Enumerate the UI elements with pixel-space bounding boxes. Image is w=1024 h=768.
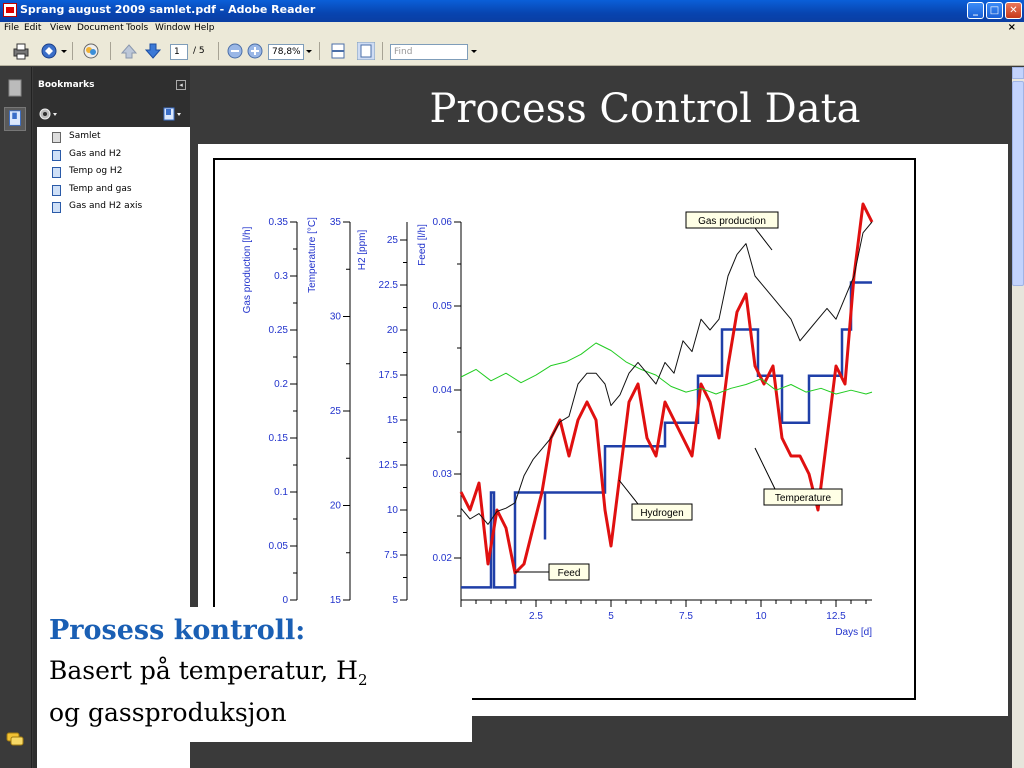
new-bookmark-icon[interactable] xyxy=(163,107,183,121)
caption-box xyxy=(39,607,472,742)
bookmark-icon xyxy=(52,150,61,161)
bookmark-icon xyxy=(52,202,61,213)
axis-tick-label: 15 xyxy=(386,415,398,426)
x-tick-label: 2.5 xyxy=(529,611,543,622)
axis-label: Feed [l/h] xyxy=(417,224,428,266)
email-icon[interactable] xyxy=(40,42,58,60)
axis-label: H2 [ppm] xyxy=(357,229,368,271)
window-titlebar xyxy=(0,0,1024,22)
menu-view[interactable]: View xyxy=(50,23,72,33)
axis-tick-label: 0.2 xyxy=(274,379,288,390)
scroll-thumb[interactable] xyxy=(1012,81,1024,286)
zoom-dropdown-arrow[interactable] xyxy=(306,50,312,53)
axis-tick-label: 0.35 xyxy=(268,217,288,228)
bookmarks-toolbar xyxy=(33,103,190,125)
caption-line-1-text: Basert på temperatur, H xyxy=(49,656,358,685)
menu-bar xyxy=(0,22,1024,36)
adobe-reader-icon xyxy=(3,3,17,17)
bookmarks-nav-icon[interactable] xyxy=(4,107,26,131)
fit-width-icon[interactable] xyxy=(329,42,347,60)
pages-icon[interactable] xyxy=(4,77,26,101)
caption-subscript: 2 xyxy=(357,671,368,689)
x-tick-label: 7.5 xyxy=(679,611,693,622)
axis-tick-label: 0.25 xyxy=(268,325,288,336)
annotation-leader xyxy=(619,480,638,504)
menu-edit[interactable]: Edit xyxy=(24,23,42,33)
menu-help[interactable]: Help xyxy=(194,23,215,33)
axis-tick-label: 0.05 xyxy=(268,541,288,552)
menu-tools[interactable]: Tools xyxy=(126,23,149,33)
zoom-out-icon[interactable] xyxy=(226,42,244,60)
axis-tick-label: 0.05 xyxy=(432,301,452,312)
close-button[interactable]: ✕ xyxy=(1005,2,1022,19)
axis-tick-label: 12.5 xyxy=(378,460,398,471)
axis-tick-label: 25 xyxy=(329,406,341,417)
menu-document[interactable]: Document xyxy=(77,23,124,33)
toolbar-separator xyxy=(218,42,219,60)
axis-tick-label: 20 xyxy=(329,500,341,512)
bookmark-label: Temp and gas xyxy=(69,184,132,194)
bookmark-icon xyxy=(52,167,61,178)
axis-tick-label: 0 xyxy=(282,595,288,606)
maximize-button[interactable]: □ xyxy=(986,2,1003,19)
find-dropdown-arrow[interactable] xyxy=(471,50,477,53)
axis-tick-label: 5 xyxy=(392,595,398,606)
navigation-strip xyxy=(0,67,32,768)
annotation-leader xyxy=(755,228,772,250)
toolbar-separator xyxy=(72,42,73,60)
find-input[interactable]: Find xyxy=(390,44,468,60)
bookmarks-title: Bookmarks xyxy=(38,80,95,90)
axis-tick-label: 0.03 xyxy=(432,469,452,480)
axis-tick-label: 35 xyxy=(329,217,341,228)
axis-tick-label: 20 xyxy=(386,325,398,336)
collaborate-icon[interactable] xyxy=(82,42,100,60)
axis-tick-label: 0.02 xyxy=(432,553,452,564)
bookmark-label: Gas and H2 xyxy=(69,149,122,159)
page-number-input[interactable]: 1 xyxy=(170,44,188,60)
axis-tick-label: 0.15 xyxy=(268,433,288,444)
vertical-scrollbar[interactable] xyxy=(1012,67,1024,768)
x-tick-label: 12.5 xyxy=(826,611,846,622)
next-page-icon[interactable] xyxy=(144,42,162,60)
menu-file[interactable]: File xyxy=(4,23,20,33)
comments-icon[interactable] xyxy=(6,732,24,746)
x-tick-label: 10 xyxy=(755,611,767,622)
axis-tick-label: 22.5 xyxy=(378,280,398,291)
scroll-up-button[interactable] xyxy=(1012,67,1024,79)
axis-tick-label: 15 xyxy=(329,595,341,606)
bookmark-label: Gas and H2 axis xyxy=(69,201,143,211)
toolbar xyxy=(0,36,1024,66)
x-tick-label: 5 xyxy=(608,611,614,622)
axis-tick-label: 25 xyxy=(386,235,398,246)
toolbar-separator xyxy=(319,42,320,60)
collapse-panel-button[interactable]: ◂ xyxy=(176,80,186,90)
temperature-annotation: Temperature xyxy=(774,493,832,504)
caption-line-2: og gassproduksjon xyxy=(49,698,287,727)
toolbar-separator xyxy=(110,42,111,60)
bookmark-label: Samlet xyxy=(69,131,101,141)
toolbar-separator xyxy=(382,42,383,60)
axis-tick-label: 30 xyxy=(329,311,341,323)
email-dropdown-arrow[interactable] xyxy=(61,50,67,53)
zoom-level-input[interactable]: 78,8% xyxy=(268,44,304,60)
page-total-label: / 5 xyxy=(193,46,205,56)
feed-annotation: Feed xyxy=(557,568,581,579)
axis-tick-label: 0.04 xyxy=(432,385,452,396)
axis-label: Temperature [°C] xyxy=(307,217,318,293)
bookmarks-header xyxy=(33,75,190,95)
axis-label: Gas production [l/h] xyxy=(242,226,253,314)
temperature-line xyxy=(461,343,872,394)
axis-tick-label: 0.3 xyxy=(274,271,288,282)
zoom-in-icon[interactable] xyxy=(246,42,264,60)
gas-production-annotation: Gas production xyxy=(698,216,766,227)
axis-tick-label: 10 xyxy=(386,505,398,516)
options-gear-icon[interactable] xyxy=(39,107,59,121)
axis-tick-label: 0.1 xyxy=(274,487,288,498)
bookmark-icon xyxy=(52,185,61,196)
print-icon[interactable] xyxy=(12,42,30,60)
menu-window[interactable]: Window xyxy=(155,23,191,33)
document-close-button[interactable]: × xyxy=(1007,22,1016,33)
axis-tick-label: 7.5 xyxy=(384,550,398,561)
slide-title: Process Control Data xyxy=(429,86,861,132)
document-icon xyxy=(52,132,61,143)
axis-tick-label: 0.06 xyxy=(432,217,452,228)
previous-page-icon[interactable] xyxy=(120,42,138,60)
axis-tick-label: 17.5 xyxy=(378,370,398,381)
hydrogen-annotation: Hydrogen xyxy=(640,508,684,519)
annotation-leader xyxy=(755,448,775,489)
bookmark-label: Temp og H2 xyxy=(69,166,123,176)
window-title: Sprang august 2009 samlet.pdf - Adobe Reader xyxy=(20,3,316,16)
caption-heading: Prosess kontroll: xyxy=(49,615,306,646)
minimize-button[interactable]: _ xyxy=(967,2,984,19)
caption-line-1 xyxy=(49,656,368,689)
x-axis-label: Days [d] xyxy=(835,627,872,638)
fit-page-icon[interactable] xyxy=(357,42,375,60)
